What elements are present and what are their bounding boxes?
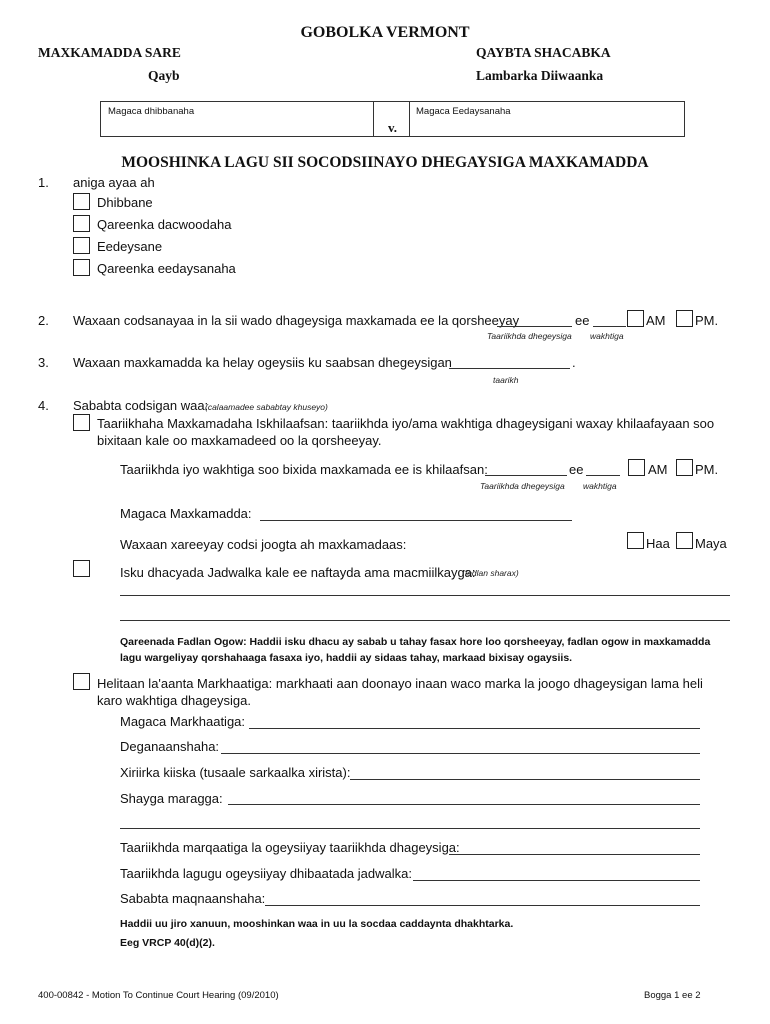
- q2-pm-checkbox[interactable]: [676, 310, 693, 327]
- option-defendant-attorney: Qareenka eedaysanaha: [97, 261, 236, 276]
- address-field[interactable]: [221, 753, 700, 754]
- q1-text: aniga ayaa ah: [73, 175, 155, 190]
- schedule-conflict-hint: (fadlan sharax): [462, 568, 519, 578]
- q2-date-caption: Taariikhda dhegeysiga: [487, 331, 572, 341]
- q2-am-checkbox[interactable]: [627, 310, 644, 327]
- rule-reference: Eeg VRCP 40(d)(2).: [120, 937, 215, 949]
- q3-date-field[interactable]: [449, 368, 570, 369]
- conflict-date-text: Taariikhda iyo wakhtiga soo bixida maxkamada ee is khilaafsan:: [120, 462, 488, 477]
- conflict-date-field[interactable]: [485, 475, 567, 476]
- defendant-field[interactable]: [409, 102, 684, 136]
- q2-date-field[interactable]: [497, 326, 572, 327]
- conflict-date-caption: Taariikhda dhegeysiga: [480, 481, 565, 491]
- no-checkbox[interactable]: [676, 532, 693, 549]
- testimony-label: Shayga maragga:: [120, 791, 223, 806]
- witness-text: Helitaan la'aanta Markhaatiga: markhaati aan doonayo inaan waco marka la joogo dhageysigan lama heli karo wakhtiga dhageysiga.: [97, 676, 703, 708]
- subpoena-label: Xiriirka kiiska (tusaale sarkaalka xirista):: [120, 765, 351, 780]
- checkbox-plaintiff-attorney[interactable]: [73, 215, 90, 232]
- plaintiff-field[interactable]: [101, 102, 373, 136]
- notified-date-label: Taariikhda marqaatiga la ogeysiiyay taariikhda dhageysiga:: [120, 840, 460, 855]
- checkbox-witness-unavailable[interactable]: [73, 673, 90, 690]
- plaintiff-label: Magaca dhibbanaha: [108, 106, 195, 117]
- unavailable-reason-label: Sababta maqnaanshaha:: [120, 891, 266, 906]
- q2-time-field[interactable]: [593, 326, 626, 327]
- docket-title: QAYBTA SHACABKA: [476, 45, 611, 60]
- urgent-text: Waxaan xareeyay codsi joogta ah maxkamadaas:: [120, 537, 407, 552]
- lawyer-notified-label: Taariikhda lagugu ogeysiiyay dhibaatada jadwalka:: [120, 866, 412, 881]
- court-name-label: Magaca Maxkamadda:: [120, 506, 252, 521]
- yes-label: Haa: [646, 536, 670, 551]
- conflict-am-label: AM: [648, 462, 668, 477]
- conflict-pm-label: PM.: [695, 462, 719, 477]
- conflict-time-caption: wakhtiga: [583, 481, 617, 491]
- lawyer-notified-field[interactable]: [413, 880, 700, 881]
- q2-pm-label: PM.: [695, 313, 719, 328]
- q4-number: 4.: [38, 398, 49, 413]
- notified-date-field[interactable]: [449, 854, 700, 855]
- caption-divider-left: [373, 102, 374, 136]
- docket-number: Lambarka Diiwaanka: [476, 68, 604, 83]
- q2-am-label: AM: [646, 313, 666, 328]
- q4-text: Sababta codsigan waa:: [73, 398, 209, 413]
- q3-period: .: [572, 355, 576, 370]
- page-number: Bogga 1 ee 2: [644, 990, 701, 1001]
- unavailable-reason-field[interactable]: [265, 905, 700, 906]
- q1-number: 1.: [38, 175, 49, 190]
- witness-name-field[interactable]: [249, 728, 700, 729]
- schedule-conflict-text: Isku dhacyada Jadwalka kale ee naftayda ama macmiilkayga:: [120, 565, 476, 580]
- q3-text: Waxaan maxkamadda ka helay ogeysiis ku saabsan dhegeysigan: [73, 355, 452, 370]
- court-name-field[interactable]: [260, 520, 572, 521]
- versus-label: v.: [388, 120, 398, 135]
- checkbox-plaintiff[interactable]: [73, 193, 90, 210]
- conflict-am-checkbox[interactable]: [628, 459, 645, 476]
- court-name: MAXKAMADDA SARE: [38, 45, 181, 60]
- option-plaintiff-attorney: Qareenka dacwoodaha: [97, 217, 232, 232]
- q3-number: 3.: [38, 355, 49, 370]
- yes-checkbox[interactable]: [627, 532, 644, 549]
- court-unit: Qayb: [148, 68, 180, 83]
- q2-text: Waxaan codsanayaa in la sii wado dhageysiga maxkamada ee la qorsheeyay: [73, 313, 520, 328]
- subpoena-field[interactable]: [350, 779, 700, 780]
- form-title: MOOSHINKA LAGU SII SOCODSIINAYO DHEGAYSIGA MAXKAMADDA: [121, 154, 649, 171]
- testimony-field-2[interactable]: [120, 828, 700, 829]
- schedule-explain-line-2[interactable]: [120, 620, 730, 621]
- q2-ee: ee: [575, 313, 590, 328]
- q3-date-caption: taarikh: [493, 375, 519, 385]
- testimony-field[interactable]: [228, 804, 700, 805]
- state-title: GOBOLKA VERMONT: [300, 24, 470, 41]
- witness-name-label: Magaca Markhaatiga:: [120, 714, 246, 729]
- checkbox-defendant[interactable]: [73, 237, 90, 254]
- conflict-ee: ee: [569, 462, 584, 477]
- defendant-label: Magaca Eedaysanaha: [416, 106, 511, 117]
- affidavit-note: Haddii uu jiro xanuun, mooshinkan waa in uu la socdaa caddaynta dhakhtarka.: [120, 918, 514, 930]
- conflict-time-field[interactable]: [586, 475, 620, 476]
- option-defendant: Eedeysane: [97, 239, 163, 254]
- q2-time-caption: wakhtiga: [590, 331, 624, 341]
- q2-number: 2.: [38, 313, 49, 328]
- no-label: Maya: [695, 536, 727, 551]
- address-label: Deganaanshaha:: [120, 739, 220, 754]
- q4-hint: (calaamadee sababtay khuseyo): [205, 402, 328, 412]
- checkbox-court-conflict[interactable]: [73, 414, 90, 431]
- option-plaintiff: Dhibbane: [97, 195, 153, 210]
- conflict-pm-checkbox[interactable]: [676, 459, 693, 476]
- checkbox-defendant-attorney[interactable]: [73, 259, 90, 276]
- form-id: 400-00842 - Motion To Continue Court Hearing (09/2010): [38, 990, 279, 1001]
- case-caption-box: [100, 101, 685, 137]
- lawyer-note: Qareenada Fadlan Ogow: Haddii isku dhacu ay sabab u tahay fasax hore loo qorsheeyay, fadlan ogow in maxkamadda lagu wargeliyay qorshahaaga fasaxa iyo, haddii ay sidaas tahay, markaad bixisay ogaysiis.: [120, 636, 711, 664]
- checkbox-schedule-conflict[interactable]: [73, 560, 90, 577]
- court-conflict-text: Taariikhaha Maxkamadaha Iskhilaafsan: taariikhda iyo/ama wakhtiga dhageysigani waxay khilaafayaan soo bixitaan kale oo maxkamadeed oo la qorsheeyay.: [97, 416, 715, 448]
- schedule-explain-line-1[interactable]: [120, 595, 730, 596]
